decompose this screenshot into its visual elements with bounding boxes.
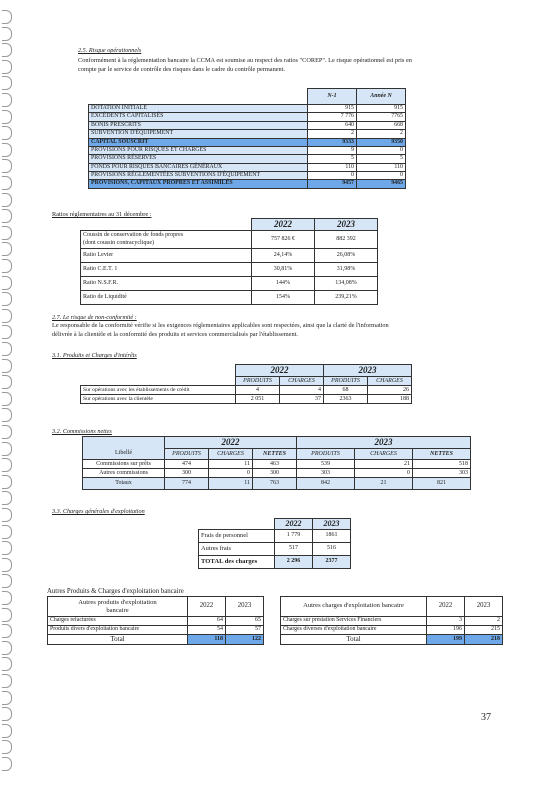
general-charge-value: 517 xyxy=(275,543,313,556)
binding-ring xyxy=(2,226,12,240)
capital-label: PROVISIONS RÉGLEMENTÉES SUBVENTIONS D'ÉQUIPEMENT xyxy=(89,172,308,180)
commission-row xyxy=(83,460,471,469)
commission-value: 303 xyxy=(413,469,471,478)
interest-year-2: 2023 xyxy=(324,365,412,377)
capital-value-n1: 2 xyxy=(308,130,357,138)
commission-value: 463 xyxy=(253,460,297,469)
binding-ring xyxy=(2,674,12,688)
binding-ring xyxy=(2,43,12,57)
capital-value-n1: 9333 xyxy=(308,138,357,146)
capital-value-n: 9465 xyxy=(357,180,406,188)
comm-total-label: Totaux xyxy=(83,478,165,490)
binding-ring xyxy=(2,740,12,754)
commissions-table xyxy=(82,436,471,490)
autres-title: Autres Produits & Charges d'exploitation bancaire xyxy=(47,588,184,595)
capital-value-n: 668 xyxy=(357,121,406,129)
comm-total-value: 774 xyxy=(165,478,209,490)
col-produits: PRODUITS xyxy=(297,449,355,460)
capital-value-n: 0 xyxy=(357,172,406,180)
comm-total-value: 763 xyxy=(253,478,297,490)
binding-ring xyxy=(2,707,12,721)
col-libelle: Libellé xyxy=(83,449,165,460)
binding-ring xyxy=(2,209,12,223)
autres-charges-header: Autres charges d'exploitation bancaire xyxy=(281,597,427,617)
capital-value-n: 110 xyxy=(357,163,406,171)
capital-row xyxy=(89,105,406,113)
binding-ring xyxy=(2,458,12,472)
col-charges: CHARGES xyxy=(209,449,253,460)
ratios-year-2: 2023 xyxy=(315,219,378,231)
capital-row xyxy=(89,180,406,188)
ratio-row xyxy=(81,291,378,305)
binding-ring xyxy=(2,159,12,173)
binding-ring xyxy=(2,724,12,738)
binding-ring xyxy=(2,10,12,24)
binding-ring xyxy=(2,525,12,539)
general-charge-label: Frais de personnel xyxy=(199,530,275,543)
ratio-value-2022: 30,81% xyxy=(252,263,315,277)
binding-ring xyxy=(2,342,12,356)
commission-value: 11 xyxy=(209,460,253,469)
commission-value: 0 xyxy=(209,469,253,478)
binding-ring xyxy=(2,259,12,273)
interest-value: 68 xyxy=(324,386,368,395)
binding-ring xyxy=(2,574,12,588)
binding-ring xyxy=(2,309,12,323)
ap-total-value: 118 xyxy=(188,635,226,645)
section-title-2-6: 2.6. Gestion du capital et ratios réglementaires xyxy=(178,90,295,97)
interest-row xyxy=(81,386,412,395)
general-charge-label: Autres frais xyxy=(199,543,275,556)
commission-label: Commissions sur prêts xyxy=(83,460,165,469)
ratio-row xyxy=(81,231,378,249)
binding-ring xyxy=(2,292,12,306)
autres-row xyxy=(281,626,503,635)
binding-ring xyxy=(2,408,12,422)
interest-label: Sur opérations avec la clientèle xyxy=(81,395,236,404)
col-charges: CHARGES xyxy=(280,377,324,386)
autres-value: 64 xyxy=(188,617,226,626)
ratio-value-2022: 757 826 € xyxy=(252,231,315,249)
capital-value-n: 2 xyxy=(357,130,406,138)
section-text-2-7: Le responsable de la conformité vérifie si les exigences réglementaires applicables sont respectées, ainsi que la clarté de l'information délivrée à la clientèle et la conformité des produits et services commercialisés par l'établissement. xyxy=(52,322,389,338)
capital-value-n: 7765 xyxy=(357,113,406,121)
ratios-title: Ratios réglementaires au 31 décembre : xyxy=(52,211,152,218)
comm-year-2: 2023 xyxy=(297,437,471,449)
binding-ring xyxy=(2,143,12,157)
capital-row xyxy=(89,163,406,171)
interest-value: 2 051 xyxy=(236,395,280,404)
capital-value-n1: 9457 xyxy=(308,180,357,188)
commission-value: 518 xyxy=(413,460,471,469)
general-charge-row xyxy=(199,530,351,543)
section-text-2-5: Conformément à la réglementation bancaire la CCMA est soumise au respect des ratios "COREP". Le risque opérationnel est pris en compte par le service de contrôle des risques dans le cadre du contrôle permanent. xyxy=(78,57,412,73)
binding-ring xyxy=(2,325,12,339)
capital-value-n1: 9 xyxy=(308,146,357,154)
autres-row xyxy=(48,626,264,635)
interest-year-1: 2022 xyxy=(236,365,324,377)
binding-ring xyxy=(2,93,12,107)
gen-year-2: 2023 xyxy=(313,519,351,530)
capital-label: DOTATION INITIALE xyxy=(89,105,308,113)
autres-value: 215 xyxy=(465,626,503,635)
interest-value: 4 xyxy=(280,386,324,395)
capital-value-n1: 5 xyxy=(308,155,357,163)
section-title-3-3: 3.3. Charges générales d'exploitation xyxy=(52,508,145,515)
ratio-label: Ratio C.E.T. 1 xyxy=(81,263,252,277)
capital-label: CAPITAL SOUSCRIT xyxy=(89,138,308,146)
section-title-3-2: 3.2. Commissions nettes xyxy=(52,428,112,435)
ratios-year-1: 2022 xyxy=(252,219,315,231)
interest-label: Sur opérations avec les établissements de crédit xyxy=(81,386,236,395)
ratio-row xyxy=(81,277,378,291)
ap-total-label: Total xyxy=(48,635,188,645)
autres-value: 57 xyxy=(226,626,264,635)
section-title-2-7: 2.7. Le risque de non-conformité : xyxy=(52,314,137,321)
capital-value-n1: 0 xyxy=(308,172,357,180)
ratio-value-2022: 24,14% xyxy=(252,249,315,263)
autres-label: Charges sur prestation Services Financiers xyxy=(281,617,427,626)
binding-ring xyxy=(2,242,12,256)
comm-year-1: 2022 xyxy=(165,437,297,449)
commission-value: 474 xyxy=(165,460,209,469)
autres-value: 196 xyxy=(427,626,465,635)
capital-row xyxy=(89,130,406,138)
autres-row xyxy=(281,617,503,626)
autres-value: 2 xyxy=(465,617,503,626)
capital-value-n1: 7 776 xyxy=(308,113,357,121)
interest-table xyxy=(80,364,412,404)
ac-year-2: 2023 xyxy=(465,597,503,617)
capital-row xyxy=(89,146,406,154)
autres-row xyxy=(48,617,264,626)
capital-value-n1: 915 xyxy=(308,105,357,113)
comm-total-value: 821 xyxy=(413,478,471,490)
commission-value: 0 xyxy=(355,469,413,478)
interest-value: 188 xyxy=(368,395,412,404)
binding-ring xyxy=(2,176,12,190)
general-charge-value: 1861 xyxy=(313,530,351,543)
capital-value-n: 915 xyxy=(357,105,406,113)
binding-ring xyxy=(2,624,12,638)
capital-value-n: 0 xyxy=(357,146,406,154)
col-n: Année N xyxy=(357,89,406,105)
binding-ring xyxy=(2,110,12,124)
section-title-3-1: 3.1. Produits et Charges d'intérêts xyxy=(52,352,137,359)
ratio-value-2022: 154% xyxy=(252,291,315,305)
ratio-label: Ratio de Liquidité xyxy=(81,291,252,305)
binding-ring xyxy=(2,558,12,572)
col-charges: CHARGES xyxy=(368,377,412,386)
autres-value: 65 xyxy=(226,617,264,626)
autres-value: 54 xyxy=(188,626,226,635)
ratio-label: Ratio Levier xyxy=(81,249,252,263)
capital-label: SUBVENTION D'ÉQUIPEMENT xyxy=(89,130,308,138)
capital-label: PROVISIONS POUR RISQUES ET CHARGES xyxy=(89,146,308,154)
capital-value-n1: 640 xyxy=(308,121,357,129)
capital-label: EXCÉDENTS CAPITALISÉS xyxy=(89,113,308,121)
binding-ring xyxy=(2,508,12,522)
ratio-label: Coussin de conservation de fonds propres (dont coussin contracyclique) xyxy=(81,231,252,249)
binding-ring xyxy=(2,425,12,439)
commission-value: 303 xyxy=(297,469,355,478)
capital-label: PROVISIONS RÉSERVES xyxy=(89,155,308,163)
ratio-value-2023: 239,21% xyxy=(315,291,378,305)
autres-label: Charges diverses d'exploitation bancaire xyxy=(281,626,427,635)
capital-label: FONDS POUR RISQUES BANCAIRES GÉNÉRAUX xyxy=(89,163,308,171)
ratio-value-2023: 31,98% xyxy=(315,263,378,277)
spiral-binding xyxy=(0,0,16,785)
gen-total-value: 2377 xyxy=(313,556,351,569)
col-nettes: NETTES xyxy=(253,449,297,460)
ratio-row xyxy=(81,249,378,263)
binding-ring xyxy=(2,276,12,290)
ac-year-1: 2022 xyxy=(427,597,465,617)
general-charge-value: 516 xyxy=(313,543,351,556)
ratio-value-2023: 134,08% xyxy=(315,277,378,291)
binding-ring xyxy=(2,359,12,373)
ac-total-label: Total xyxy=(281,635,427,645)
gen-total-label: TOTAL des charges xyxy=(199,556,275,569)
general-charges-table xyxy=(198,518,351,569)
col-charges: CHARGES xyxy=(355,449,413,460)
col-produits: PRODUITS xyxy=(324,377,368,386)
section-title-2-5: 2.5. Risque opérationnels xyxy=(78,47,142,54)
ratio-label: Ratio N.S.F.R. xyxy=(81,277,252,291)
comm-total-value: 11 xyxy=(209,478,253,490)
commission-value: 21 xyxy=(355,460,413,469)
ap-total-value: 122 xyxy=(226,635,264,645)
autres-produits-table xyxy=(47,596,264,645)
ratio-row xyxy=(81,263,378,277)
capital-value-n1: 110 xyxy=(308,163,357,171)
binding-ring xyxy=(2,193,12,207)
capital-row xyxy=(89,172,406,180)
autres-label: Charges refacturées xyxy=(48,617,188,626)
ratio-value-2023: 882 392 xyxy=(315,231,378,249)
ap-year-2: 2023 xyxy=(226,597,264,617)
binding-ring xyxy=(2,475,12,489)
binding-ring xyxy=(2,27,12,41)
interest-value: 37 xyxy=(280,395,324,404)
gen-year-1: 2022 xyxy=(275,519,313,530)
ratio-value-2022: 144% xyxy=(252,277,315,291)
binding-ring xyxy=(2,757,12,771)
interest-row xyxy=(81,395,412,404)
binding-ring xyxy=(2,691,12,705)
capital-value-n: 9350 xyxy=(357,138,406,146)
commission-value: 539 xyxy=(297,460,355,469)
col-produits: PRODUITS xyxy=(236,377,280,386)
ratio-value-2023: 26,08% xyxy=(315,249,378,263)
col-n1: N-1 xyxy=(308,89,357,105)
capital-row xyxy=(89,113,406,121)
autres-produits-header: Autres produits d'exploitation bancaire xyxy=(48,597,188,617)
ratios-table xyxy=(80,218,378,305)
capital-row xyxy=(89,155,406,163)
interest-value: 2363 xyxy=(324,395,368,404)
interest-value: 4 xyxy=(236,386,280,395)
capital-label: BONIS PRESCRITS xyxy=(89,121,308,129)
comm-total-value: 21 xyxy=(355,478,413,490)
capital-value-n: 5 xyxy=(357,155,406,163)
page-number: 37 xyxy=(481,712,491,723)
binding-ring xyxy=(2,491,12,505)
binding-ring xyxy=(2,392,12,406)
general-charge-value: 1 779 xyxy=(275,530,313,543)
commission-value: 300 xyxy=(253,469,297,478)
capital-label: PROVISIONS, CAPITAUX PROPRES ET ASSIMILÉS xyxy=(89,180,308,188)
gen-total-value: 2 296 xyxy=(275,556,313,569)
binding-ring xyxy=(2,608,12,622)
col-nettes: NETTES xyxy=(413,449,471,460)
binding-ring xyxy=(2,126,12,140)
binding-ring xyxy=(2,60,12,74)
autres-value: 3 xyxy=(427,617,465,626)
col-produits: PRODUITS xyxy=(165,449,209,460)
capital-row xyxy=(89,138,406,146)
ac-total-value: 218 xyxy=(465,635,503,645)
capital-row xyxy=(89,121,406,129)
commission-row xyxy=(83,469,471,478)
binding-ring xyxy=(2,641,12,655)
ac-total-value: 199 xyxy=(427,635,465,645)
comm-total-value: 842 xyxy=(297,478,355,490)
commission-label: Autres commissions xyxy=(83,469,165,478)
capital-table xyxy=(88,88,406,189)
binding-ring xyxy=(2,591,12,605)
binding-ring xyxy=(2,76,12,90)
interest-value: 26 xyxy=(368,386,412,395)
general-charge-row xyxy=(199,543,351,556)
commission-value: 300 xyxy=(165,469,209,478)
autres-label: Produits divers d'exploitation bancaire xyxy=(48,626,188,635)
binding-ring xyxy=(2,375,12,389)
binding-ring xyxy=(2,541,12,555)
binding-ring xyxy=(2,657,12,671)
binding-ring xyxy=(2,442,12,456)
autres-charges-table xyxy=(280,596,503,645)
ap-year-1: 2022 xyxy=(188,597,226,617)
